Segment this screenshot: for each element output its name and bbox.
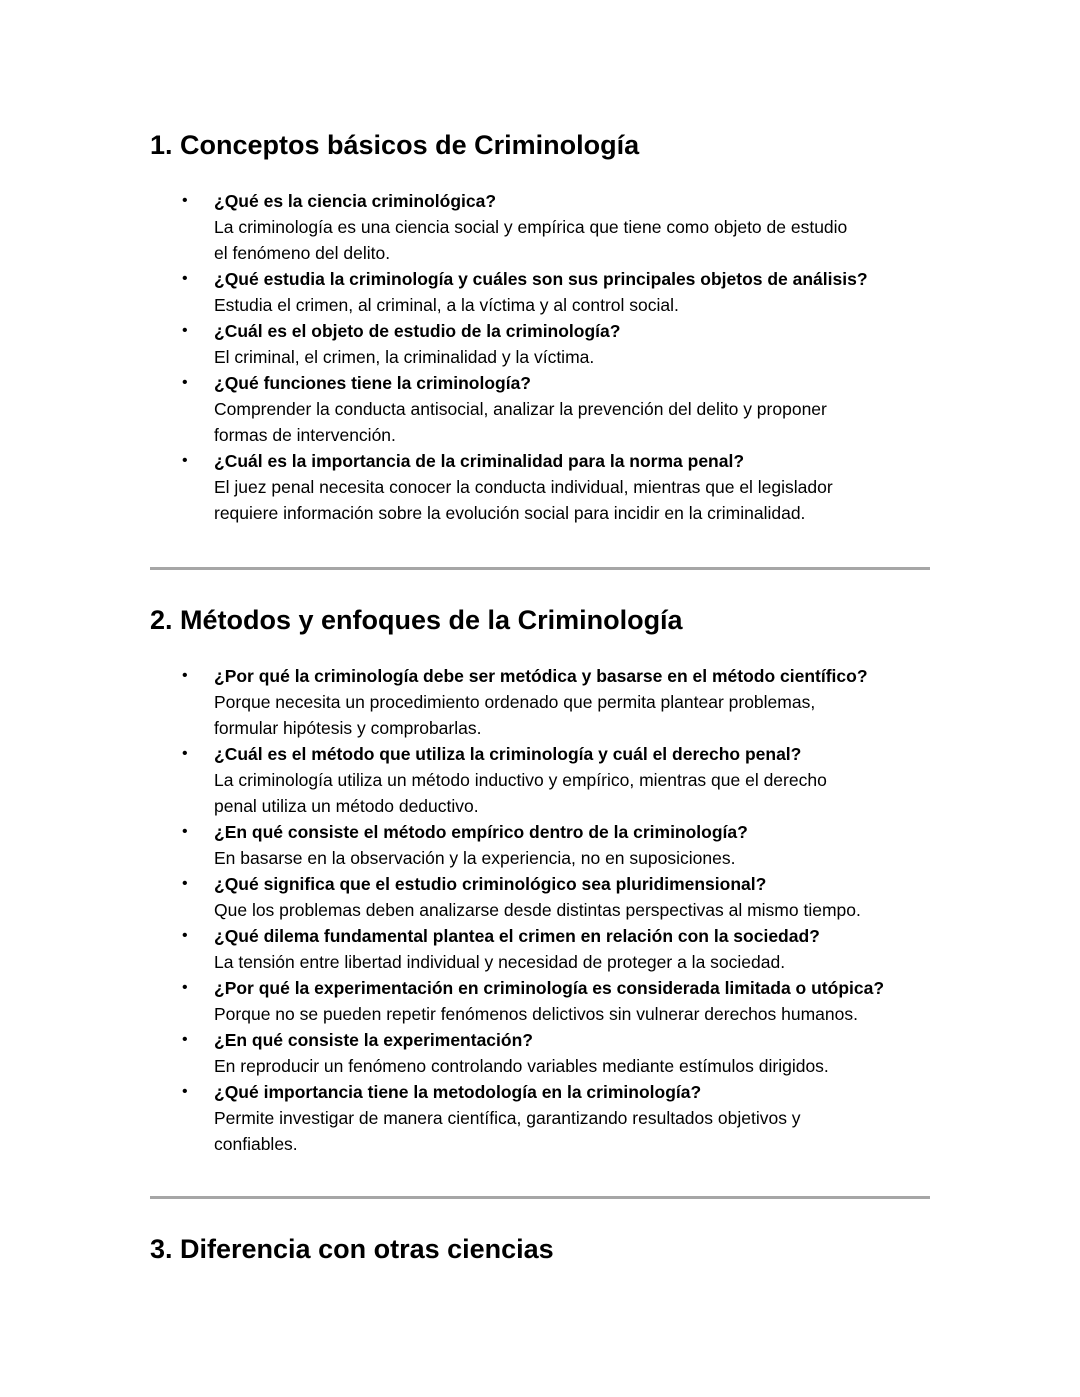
answer-line: La criminología es una ciencia social y empírica que tiene como objeto de estudio [214, 217, 848, 237]
section-divider [150, 567, 930, 570]
answer-line: Estudia el crimen, al criminal, a la víctima y al control social. [214, 295, 679, 315]
bullet-icon: • [182, 1031, 188, 1048]
bullet-icon: • [182, 979, 188, 996]
bullet-icon: • [182, 823, 188, 840]
answer-line: Permite investigar de manera científica, garantizando resultados objetivos y [214, 1108, 801, 1128]
bullet-icon: • [182, 667, 188, 684]
section-2-list [150, 663, 950, 1157]
section-2-heading: 2. Métodos y enfoques de la Criminología [150, 605, 683, 635]
bullet-icon: • [182, 452, 188, 469]
list-item [150, 266, 950, 318]
answer-line: La tensión entre libertad individual y necesidad de proteger a la sociedad. [214, 952, 786, 972]
question: ¿Cuál es la importancia de la criminalidad para la norma penal? [214, 451, 745, 471]
list-item [150, 1027, 950, 1079]
section-1-heading: 1. Conceptos básicos de Criminología [150, 130, 640, 160]
answer-line: formas de intervención. [214, 425, 396, 445]
section-divider [150, 1196, 930, 1199]
question: ¿Qué dilema fundamental plantea el crimen en relación con la sociedad? [214, 926, 820, 946]
list-item [150, 370, 950, 448]
answer-line: El juez penal necesita conocer la conducta individual, mientras que el legislador [214, 477, 833, 497]
answer-line: El criminal, el crimen, la criminalidad y la víctima. [214, 347, 595, 367]
answer-line: formular hipótesis y comprobarlas. [214, 718, 482, 738]
answer-line: En reproducir un fenómeno controlando variables mediante estímulos dirigidos. [214, 1056, 829, 1076]
answer-line: En basarse en la observación y la experiencia, no en suposiciones. [214, 848, 736, 868]
list-item [150, 663, 950, 741]
answer-line: Comprender la conducta antisocial, analizar la prevención del delito y proponer [214, 399, 827, 419]
answer-line: confiables. [214, 1134, 298, 1154]
question: ¿Qué importancia tiene la metodología en la criminología? [214, 1082, 702, 1102]
list-item [150, 448, 950, 526]
bullet-icon: • [182, 1083, 188, 1100]
answer-line: Porque necesita un procedimiento ordenado que permita plantear problemas, [214, 692, 816, 712]
answer-line: Que los problemas deben analizarse desde distintas perspectivas al mismo tiempo. [214, 900, 861, 920]
bullet-icon: • [182, 270, 188, 287]
list-item [150, 871, 950, 923]
question: ¿Qué es la ciencia criminológica? [214, 191, 497, 211]
question: ¿Cuál es el objeto de estudio de la criminología? [214, 321, 621, 341]
question: ¿Por qué la criminología debe ser metódica y basarse en el método científico? [214, 666, 868, 686]
list-item [150, 318, 950, 370]
answer-line: requiere información sobre la evolución social para incidir en la criminalidad. [214, 503, 806, 523]
bullet-icon: • [182, 374, 188, 391]
list-item [150, 188, 950, 266]
list-item [150, 1079, 950, 1157]
section-1-list [150, 188, 950, 526]
bullet-icon: • [182, 927, 188, 944]
question: ¿Cuál es el método que utiliza la criminología y cuál el derecho penal? [214, 744, 802, 764]
answer-line: el fenómeno del delito. [214, 243, 391, 263]
question: ¿Qué funciones tiene la criminología? [214, 373, 531, 393]
question: ¿En qué consiste la experimentación? [214, 1030, 533, 1050]
answer-line: La criminología utiliza un método inductivo y empírico, mientras que el derecho [214, 770, 827, 790]
question: ¿Qué significa que el estudio criminológico sea pluridimensional? [214, 874, 767, 894]
bullet-icon: • [182, 745, 188, 762]
bullet-icon: • [182, 875, 188, 892]
question: ¿Qué estudia la criminología y cuáles son sus principales objetos de análisis? [214, 269, 868, 289]
list-item [150, 923, 950, 975]
list-item [150, 975, 950, 1027]
list-item [150, 741, 950, 819]
section-3-heading: 3. Diferencia con otras ciencias [150, 1234, 554, 1264]
list-item [150, 819, 950, 871]
question: ¿Por qué la experimentación en criminología es considerada limitada o utópica? [214, 978, 885, 998]
bullet-icon: • [182, 322, 188, 339]
answer-line: penal utiliza un método deductivo. [214, 796, 479, 816]
answer-line: Porque no se pueden repetir fenómenos delictivos sin vulnerar derechos humanos. [214, 1004, 858, 1024]
bullet-icon: • [182, 192, 188, 209]
question: ¿En qué consiste el método empírico dentro de la criminología? [214, 822, 748, 842]
